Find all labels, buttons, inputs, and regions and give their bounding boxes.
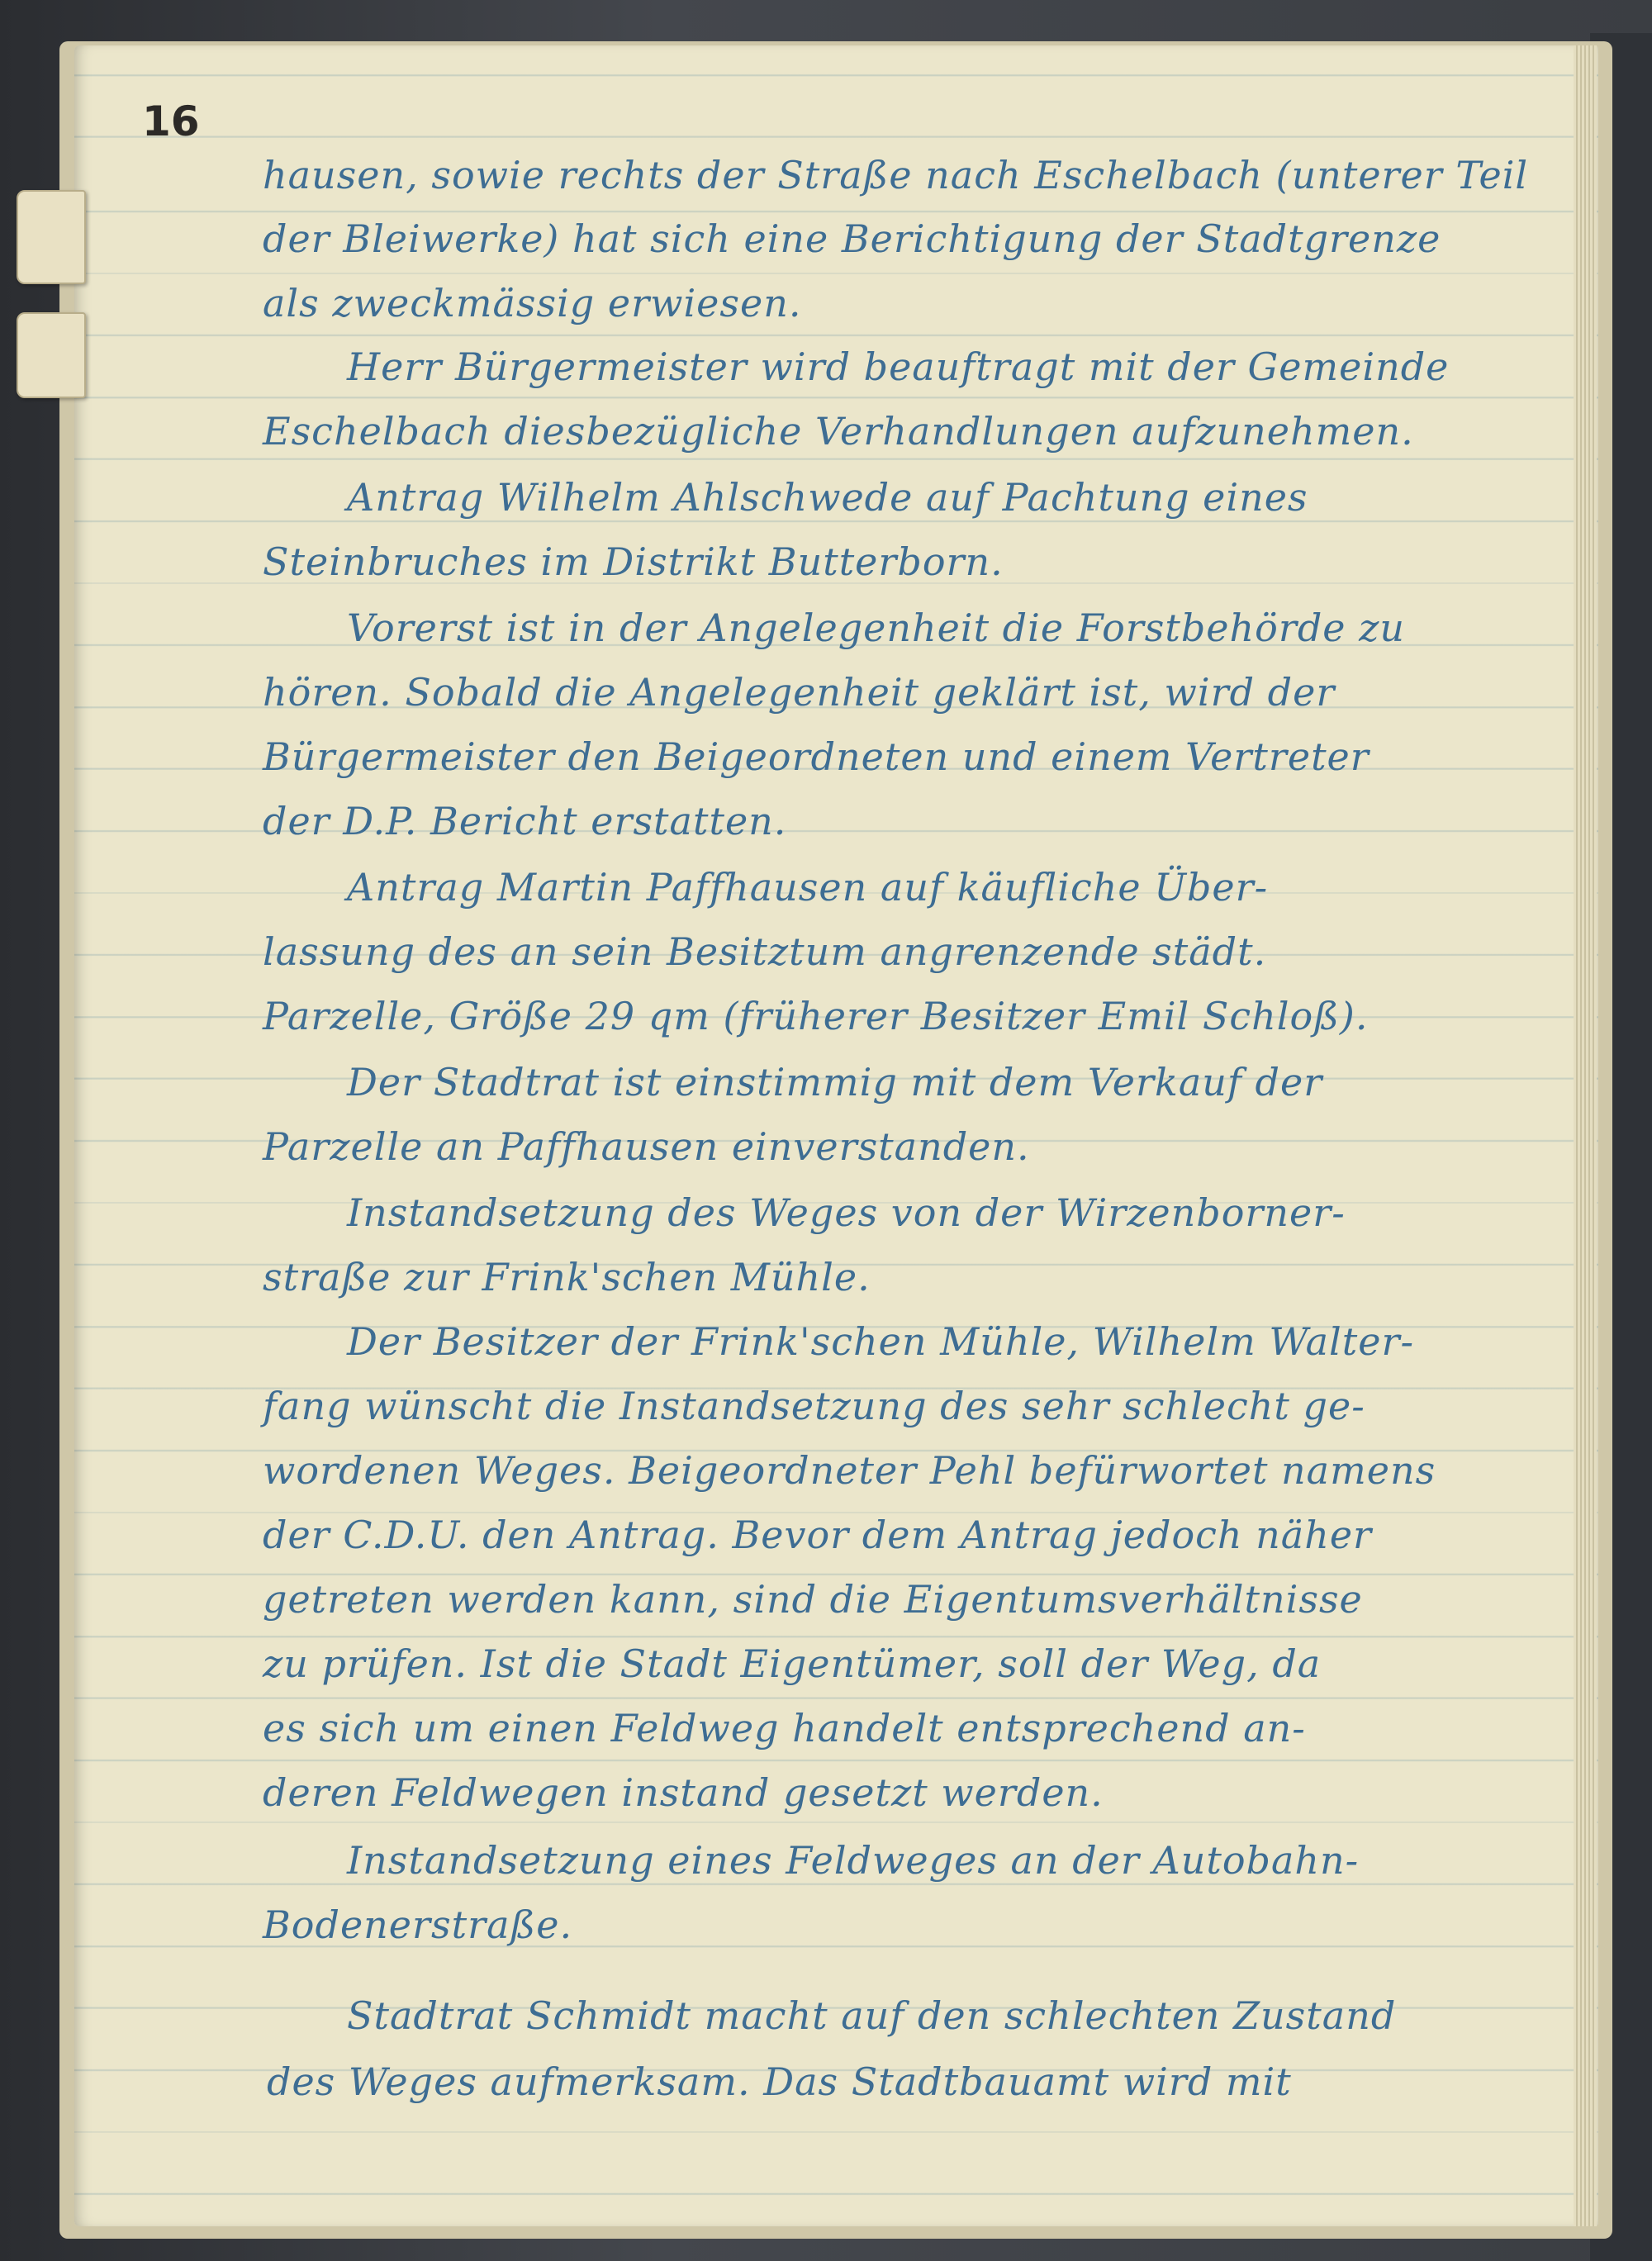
text-line: Steinbruches im Distrikt Butterborn. (263, 539, 1004, 584)
text-line: straße zur Frink'schen Mühle. (263, 1255, 871, 1299)
text-line: zu prüfen. Ist die Stadt Eigentümer, soll der Weg, da (263, 1641, 1322, 1686)
text-line: Vorerst ist in der Angelegenheit die Forstbehörde zu (347, 606, 1405, 650)
text-line: als zweckmässig erwiesen. (263, 281, 802, 325)
text-line: Parzelle, Größe 29 qm (früherer Besitzer Emil Schloß). (263, 994, 1369, 1038)
text-line: fang wünscht die Instandsetzung des sehr schlecht ge- (263, 1384, 1365, 1428)
text-line: lassung des an sein Besitztum angrenzende städt. (263, 929, 1267, 974)
index-tab (17, 312, 86, 398)
text-line: es sich um einen Feldweg handelt entsprechend an- (263, 1706, 1306, 1750)
text-line: Antrag Martin Paffhausen auf käufliche Über- (347, 865, 1269, 910)
text-line: Instandsetzung des Weges von der Wirzenborner- (347, 1190, 1346, 1235)
text-line: hausen, sowie rechts der Straße nach Eschelbach (unterer Teil (263, 153, 1529, 197)
text-line: der Bleiwerke) hat sich eine Berichtigung der Stadtgrenze (263, 216, 1441, 261)
text-line: des Weges aufmerksam. Das Stadtbauamt wird mit (267, 2059, 1292, 2104)
text-line: hören. Sobald die Angelegenheit geklärt ist, wird der (263, 670, 1336, 715)
text-line: Bodenerstraße. (263, 1902, 573, 1947)
text-line: wordenen Weges. Beigeordneter Pehl befürwortet namens (263, 1448, 1436, 1493)
page-edges (1574, 45, 1597, 2226)
index-tab (17, 190, 86, 284)
text-line: Der Besitzer der Frink'schen Mühle, Wilhelm Walter- (347, 1319, 1415, 1364)
text-line: Bürgermeister den Beigeordneten und einem Vertreter (263, 734, 1370, 779)
text-line: Parzelle an Paffhausen einverstanden. (263, 1124, 1030, 1169)
text-line: Herr Bürgermeister wird beauftragt mit der Gemeinde (347, 344, 1450, 389)
text-line: Instandsetzung eines Feldweges an der Autobahn- (347, 1838, 1360, 1883)
text-line: Der Stadtrat ist einstimmig mit dem Verkauf der (347, 1060, 1323, 1104)
text-line: der D.P. Bericht erstatten. (263, 799, 787, 843)
text-line: Stadtrat Schmidt macht auf den schlechten Zustand (347, 1993, 1397, 2038)
text-line: Eschelbach diesbezügliche Verhandlungen aufzunehmen. (263, 409, 1414, 454)
text-line: deren Feldwegen instand gesetzt werden. (263, 1770, 1104, 1815)
text-line: getreten werden kann, sind die Eigentumsverhältnisse (263, 1577, 1363, 1622)
text-line: der C.D.U. den Antrag. Bevor dem Antrag jedoch näher (263, 1513, 1373, 1557)
page-number: 16 (142, 97, 200, 145)
text-line: Antrag Wilhelm Ahlschwede auf Pachtung eines (347, 475, 1308, 520)
